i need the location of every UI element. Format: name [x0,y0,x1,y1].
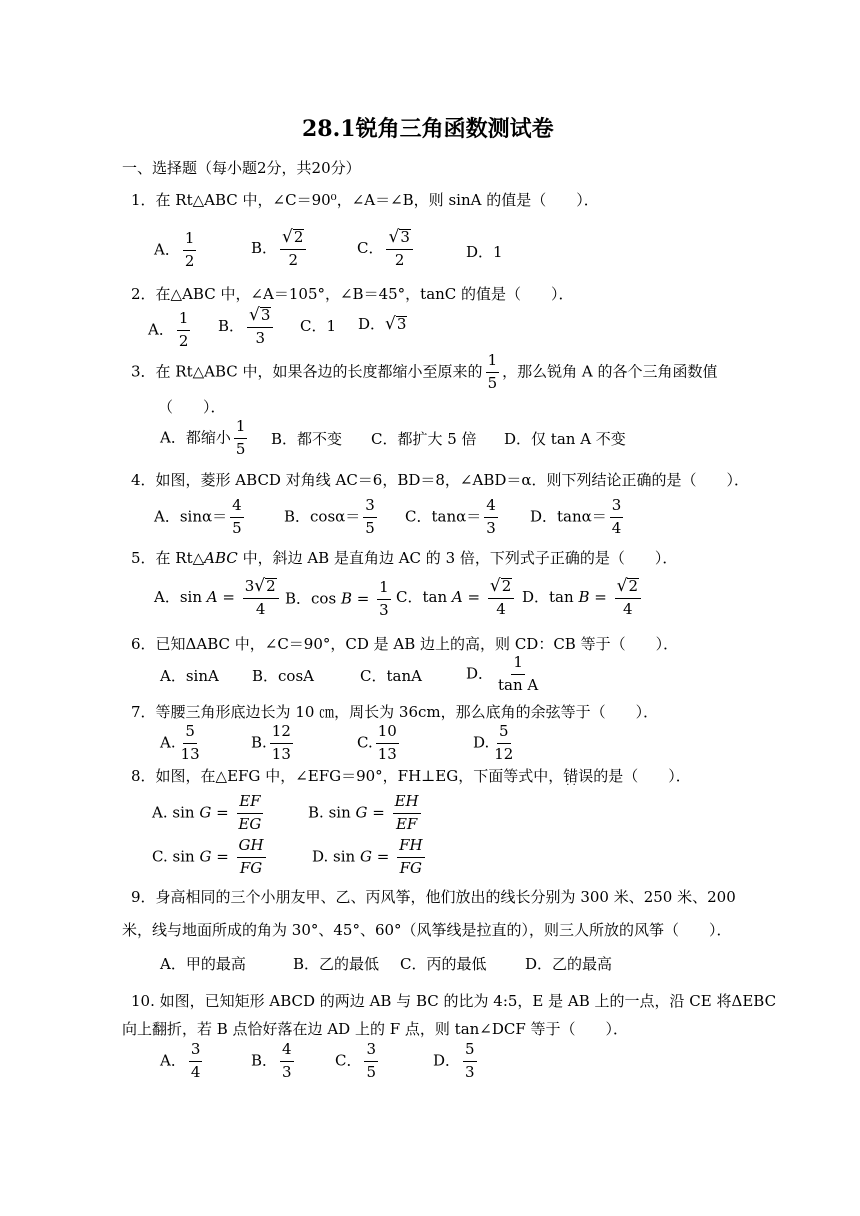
question-6-option-b: B．cosA [252,667,314,685]
question-9-option-d: D．乙的最高 [525,955,613,973]
page-title: 28.1锐角三角函数测试卷 [302,116,554,142]
question-4-option-b: B．cosα＝ $\frac{3}{5}$ [284,496,375,537]
question-10-stem: 10. 如图，已知矩形 ABCD 的两边 AB 与 BC 的比为 4:5，E 是 AB 上的一点，沿 CE 将ΔEBC [131,992,777,1010]
question-3-option-c: C．都扩大 5 倍 [371,430,477,448]
question-2-option-d: D． √ 3 [358,314,407,334]
section-heading: 一、选择题（每小题2分，共20分） [122,159,361,177]
question-9-option-b: B．乙的最低 [293,955,380,973]
question-8-stem: 8．如图，在△EFG 中，∠EFG＝90°，FH⊥EG，下面等式中，错误 · ·的是（ ）． [131,769,691,784]
question-3-option-a: A．都缩小 $\frac{1}{5}$ [160,417,246,458]
question-6-stem: 6．已知ΔABC 中，∠C＝90°，CD 是 AB 边上的高，则 CD：CB 等于（ ）． [131,635,679,653]
question-3-option-b: B．都不变 [271,430,343,448]
question-5-option-d: D．tan B = √ 2 4 [522,578,644,618]
question-4-option-d: D．tanα＝ $\frac{3}{4}$ [530,496,622,537]
question-5-option-b: B．cos B = $\frac{1}{3}$ [285,578,389,619]
question-1-option-c: C． √ 3 2 [357,229,416,269]
question-7-option-a: A. $\frac{5}{13}$ [160,722,200,763]
question-3-stem-cont: （ ）． [158,398,226,416]
question-8-option-d: D. sin G = $\frac{FH}{FG}$ [312,836,423,877]
question-5-option-c: C．tan A = √ 2 4 [396,578,517,618]
question-1-option-d: D．1 [466,243,503,261]
question-2-option-b: B． √ 3 3 [218,307,276,347]
question-3-option-d: D．仅 tan A 不变 [504,430,626,448]
question-10-option-b: B． $\frac{4}{3}$ [251,1040,292,1081]
question-4-stem: 4．如图，菱形 ABCD 对角线 AC＝6，BD＝8，∠ABD＝α．则下列结论正确的是（ ）． [131,471,750,489]
question-9-option-a: A．甲的最高 [160,955,246,973]
question-5-option-a: A．sin A = 3 √ 2 4 [154,578,282,618]
question-2-stem: 2．在△ABC 中，∠A＝105°，∠B＝45°，tanC 的值是（ ）． [131,285,574,303]
question-8-option-a: A. sin G = $\frac{EF}{EG}$ [152,792,262,833]
question-1-option-a: A． $\frac{1}{2}$ [154,229,195,270]
question-10-option-d: D． $\frac{5}{3}$ [433,1040,475,1081]
question-8-option-c: C. sin G = $\frac{GH}{FG}$ [152,836,264,877]
question-5-stem: 5．在 Rt△ABC 中，斜边 AB 是直角边 AC 的 3 倍，下列式子正确的是（ ）． [131,549,678,567]
question-10-option-a: A． $\frac{3}{4}$ [160,1040,201,1081]
question-7-option-c: C. $\frac{10}{13}$ [357,722,397,763]
question-10-option-c: C． $\frac{3}{5}$ [335,1040,377,1081]
question-2-option-c: C．1 [300,317,337,335]
question-7-option-b: B. $\frac{12}{13}$ [251,722,291,763]
question-9-option-c: C．丙的最低 [400,955,487,973]
question-4-option-c: C．tanα＝ $\frac{4}{3}$ [405,496,496,537]
question-8-option-b: B. sin G = $\frac{EH}{EF}$ [308,792,419,833]
question-4-option-a: A．sinα＝ $\frac{4}{5}$ [154,496,242,537]
question-7-option-d: D. $\frac{5}{12}$ [473,722,514,763]
question-2-option-a: A． $\frac{1}{2}$ [148,309,189,350]
question-9-stem: 9．身高相同的三个小朋友甲、乙、丙风筝，他们放出的线长分别为 300 米、250 米、200 [131,888,736,906]
emphasis-wrong: 错误 · · [563,767,593,785]
question-1-stem: 1．在 Rt△ABC 中，∠C＝90⁰，∠A＝∠B，则 sinA 的值是（ ）． [131,191,599,209]
question-7-stem: 7．等腰三角形底边长为 10 ㎝，周长为 36cm，那么底角的余弦等于（ ）． [131,703,659,721]
question-10-stem-cont: 向上翻折，若 B 点恰好落在边 AD 上的 F 点，则 tan∠DCF 等于（ ）． [122,1020,629,1038]
question-6-option-d: D． $\frac{1}{\text{tan A}}$ [466,653,539,694]
question-9-stem-cont: 米，线与地面所成的角为 30°、45°、60°（风筝线是拉直的），则三人所放的风筝（ ）． [122,921,732,939]
question-6-option-a: A．sinA [160,667,219,685]
question-6-option-c: C．tanA [360,667,422,685]
question-1-option-b: B． √ 2 2 [251,229,309,269]
question-3-stem: 3．在 Rt△ABC 中，如果各边的长度都缩小至原来的 $\frac{1}{5}$ ，那么锐角 A 的各个三角函数值 [131,351,718,392]
